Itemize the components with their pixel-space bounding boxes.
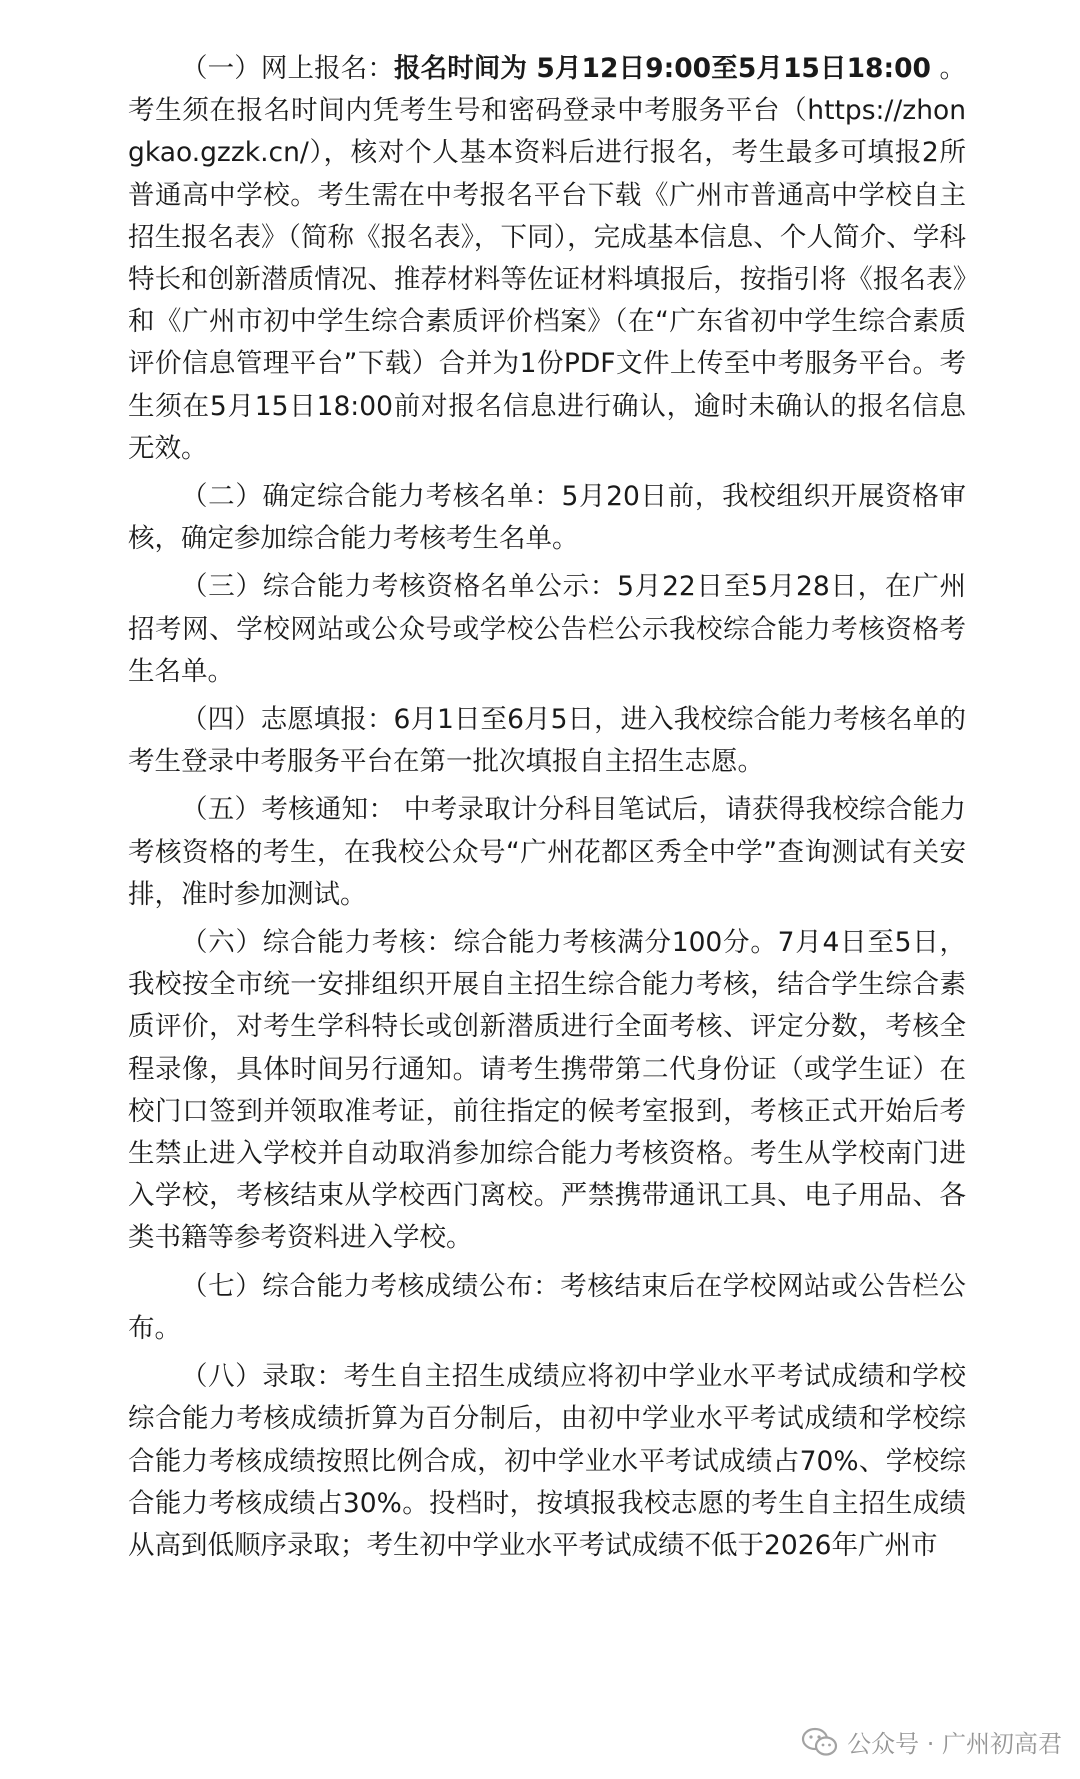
paragraph-8: （八）录取：考生自主招生成绩应将初中学业水平考试成绩和学校综合能力考核成绩折算为百分制后，由初中学业水平考试成绩和学校综合能力考核成绩按照比例合成，初中学业水平考试成绩占70%、学校综合能力考核成绩占30%。投档时，按填报我校志愿的考生自主招生成绩从高到低顺序录取；考生初中学业水平考试成绩不低于2026年广州市 [128,1361,966,1561]
paragraph-6: （六）综合能力考核：综合能力考核满分100分。7月4日至5日，我校按全市统一安排组织开展自主招生综合能力考核，结合学生综合素质评价，对考生学科特长或创新潜质进行全面考核、评定分数，考核全程录像，具体时间另行通知。请考生携带第二代身份证（或学生证）在校门口签到并领取准考证，前往指定的候考室报到，考核正式开始后考生禁止进入学校并自动取消参加综合能力考核资格。考生从学校南门进入学校，考核结束从学校西门离校。严禁携带通讯工具、电子用品、各类书籍等参考资料进入学校。 [128,927,966,1254]
wechat-icon [801,1727,839,1757]
paragraph-3: （三）综合能力考核资格名单公示：5月22日至5月28日，在广州招考网、学校网站或公众号或学校公告栏公示我校综合能力考核资格考生名单。 [128,571,966,687]
paragraph-1-lead: （一）网上报名： [181,53,394,84]
paragraph-1 [128,48,966,470]
watermark-text: 公众号 · 广州初高君 [847,1730,1062,1758]
paragraph-4: （四）志愿填报：6月1日至6月5日，进入我校综合能力考核名单的考生登录中考服务平台在第一批次填报自主招生志愿。 [128,704,966,778]
registration-time: 报名时间为 5月12日9:00至5月15日18:00 [393,53,931,84]
paragraph-7: （七）综合能力考核成绩公布：考核结束后在学校网站或公告栏公布。 [128,1270,966,1344]
paragraph-2: （二）确定综合能力考核名单：5月20日前，我校组织开展资格审核，确定参加综合能力考核考生名单。 [128,481,966,555]
paragraph-1-rest: 。考生须在报名时间内凭考生号和密码登录中考服务平台（https://zhongkao.gzzk.cn/），核对个人基本资料后进行报名，考生最多可填报2所普通高中学校。考生需在中考报名平台下载《广州市普通高中学校自主招生报名表》（简称《报名表》，下同），完成基本信息、个人简介、学科特长和创新潜质情况、推荐材料等佐证材料填报后，按指引将《报名表》和《广州市初中学生综合素质评价档案》（在“广东省初中学生综合素质评价信息管理平台”下载）合并为1份PDF文件上传至中考服务平台。考生须在5月15日18:00前对报名信息进行确认，逾时未确认的报名信息无效。 [128,53,967,464]
watermark [801,1724,1062,1759]
document-body [128,48,966,1573]
paragraph-5: （五）考核通知： 中考录取计分科目笔试后，请获得我校综合能力考核资格的考生，在我校公众号“广州花都区秀全中学”查询测试有关安排，准时参加测试。 [128,794,966,910]
